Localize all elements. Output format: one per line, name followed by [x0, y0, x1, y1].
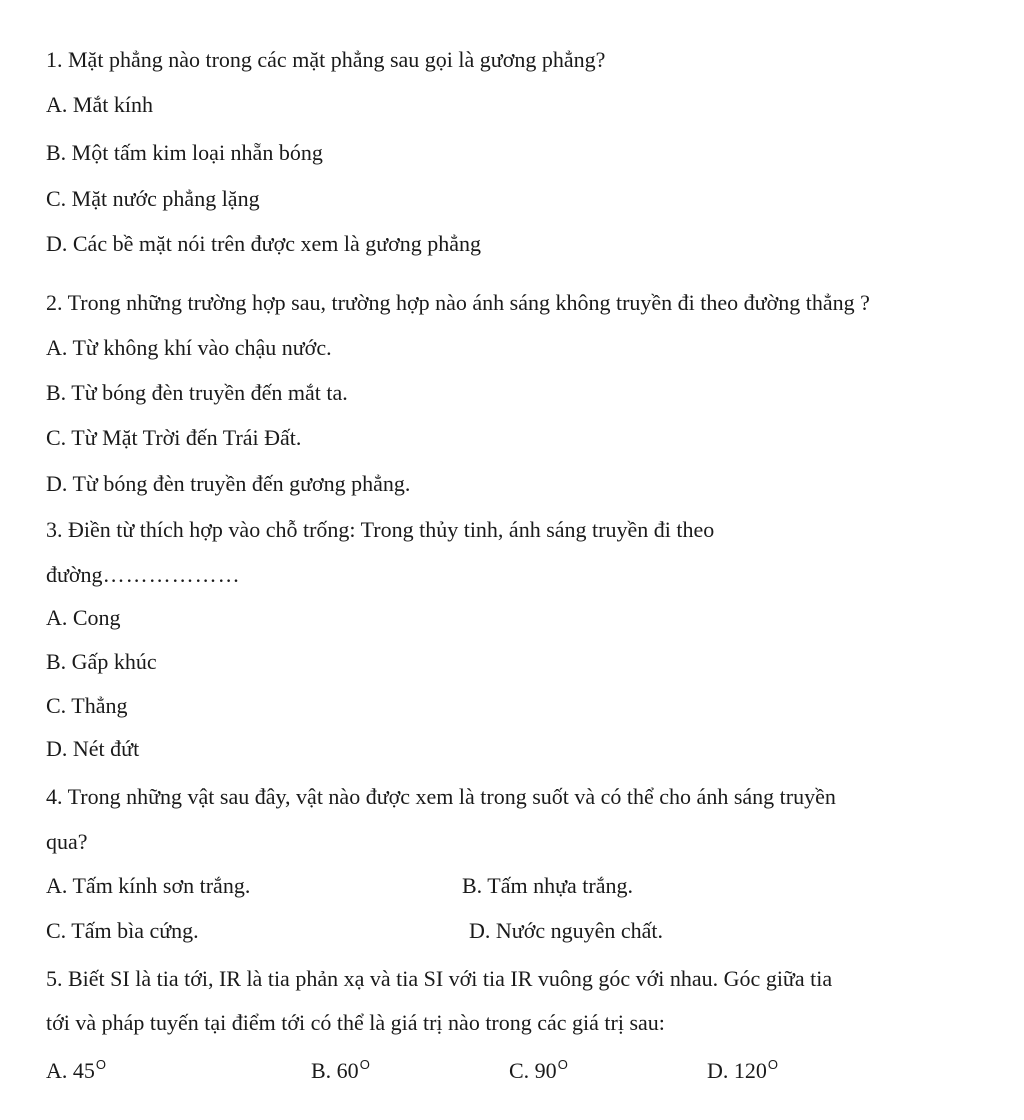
question-2-option-b: B. Từ bóng đèn truyền đến mắt ta.	[46, 380, 348, 405]
question-1-option-c: C. Mặt nước phẳng lặng	[46, 186, 260, 211]
question-4-text-continued: qua?	[46, 829, 88, 854]
question-4-text: 4. Trong những vật sau đây, vật nào được xem là trong suốt và có thể cho ánh sáng truyền	[46, 784, 836, 809]
answer-blank: ………………	[102, 562, 241, 587]
question-1-option-a: A. Mắt kính	[46, 92, 153, 117]
question-2-text: 2. Trong những trường hợp sau, trường hợp nào ánh sáng không truyền đi theo đường thẳng ?	[46, 290, 870, 315]
question-5-option-c: C. $90^O$	[509, 1057, 568, 1083]
question-1-text: 1. Mặt phẳng nào trong các mặt phẳng sau gọi là gương phẳng?	[46, 47, 606, 72]
question-3-option-c: C. Thẳng	[46, 693, 128, 718]
question-2-option-d: D. Từ bóng đèn truyền đến gương phẳng.	[46, 471, 411, 496]
question-4-option-b: B. Tấm nhựa trắng.	[462, 873, 633, 898]
degree-unit: O	[95, 1057, 107, 1072]
degree-unit: O	[359, 1057, 370, 1072]
question-3-option-b: B. Gấp khúc	[46, 649, 157, 674]
question-3-text-continued	[46, 562, 241, 588]
question-5-text: 5. Biết SI là tia tới, IR là tia phản xạ và tia SI với tia IR vuông góc với nhau. Góc giữa tia	[46, 966, 833, 991]
question-3-option-d: D. Nét đứt	[46, 736, 140, 761]
question-3-option-a: A. Cong	[46, 605, 121, 630]
question-1-option-b: B. Một tấm kim loại nhẵn bóng	[46, 140, 323, 165]
question-4-option-d: D. Nước nguyên chất.	[469, 918, 664, 943]
question-5-option-b: B. $60^O$	[311, 1057, 370, 1083]
question-2-option-a: A. Từ không khí vào chậu nước.	[46, 335, 332, 360]
question-3-text: 3. Điền từ thích hợp vào chỗ trống: Trong thủy tinh, ánh sáng truyền đi theo	[46, 517, 715, 542]
question-1-option-d: D. Các bề mặt nói trên được xem là gương phẳng	[46, 231, 482, 256]
question-5-text-continued: tới và pháp tuyến tại điểm tới có thể là giá trị nào trong các giá trị sau:	[46, 1010, 665, 1035]
degree-unit: O	[767, 1057, 779, 1072]
question-2-option-c: C. Từ Mặt Trời đến Trái Đất.	[46, 425, 302, 450]
degree-unit: O	[557, 1057, 568, 1072]
question-4-option-a: A. Tấm kính sơn trắng.	[46, 873, 251, 898]
question-5-option-d: D. $120^O$	[707, 1057, 779, 1083]
question-5-option-a: A. $45^O$	[46, 1057, 107, 1083]
question-4-option-c: C. Tấm bìa cứng.	[46, 918, 199, 943]
question-3-text-cont: đường	[46, 562, 103, 587]
